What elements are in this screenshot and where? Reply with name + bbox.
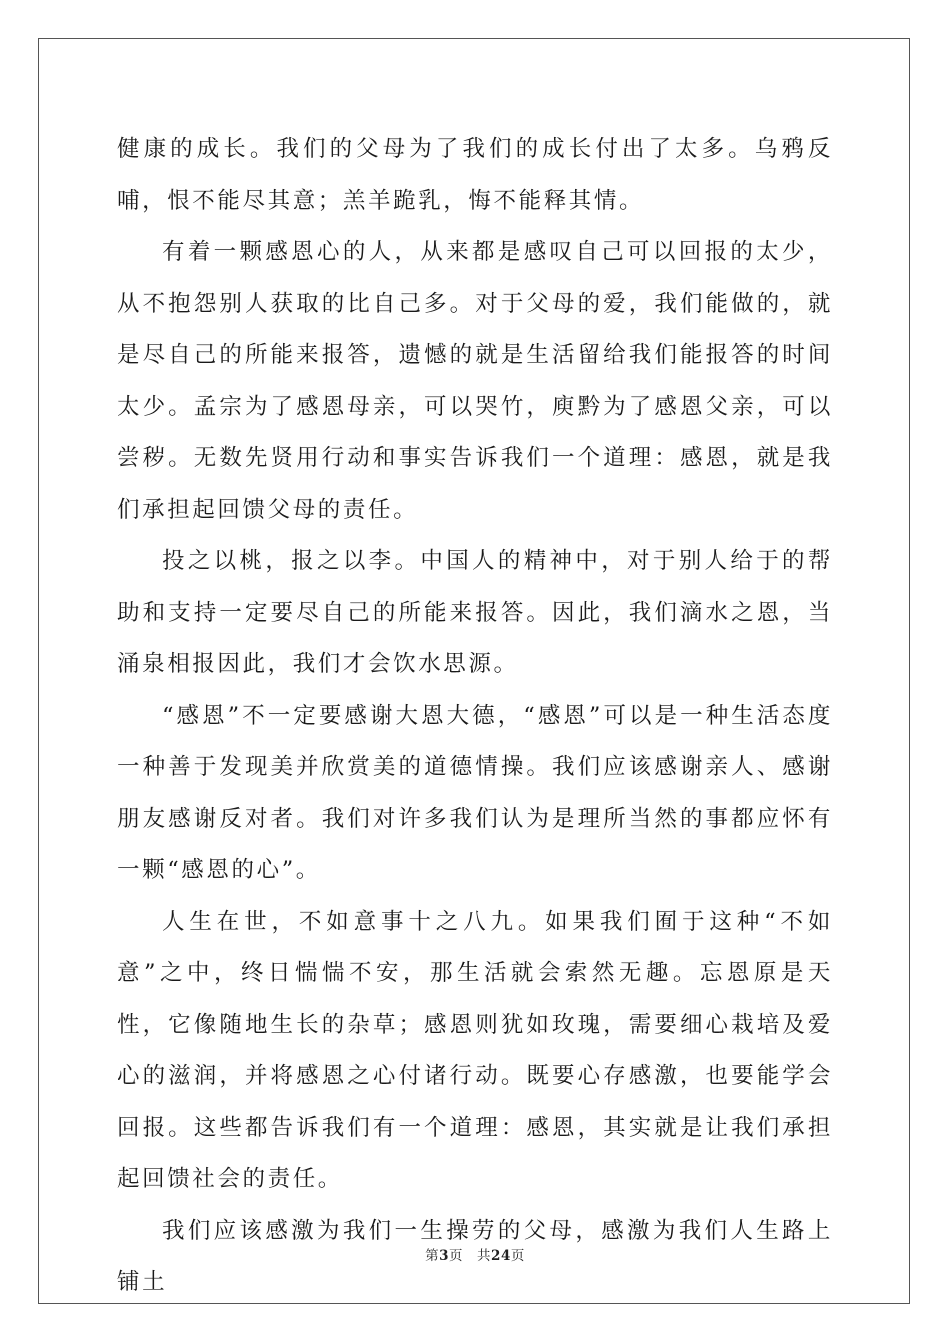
paragraph-5: 人生在世，不如意事十之八九。如果我们囿于这种“不如意”之中，终日惴惴不安，那生活就会索然无趣。忘恩原是天性，它像随地生长的杂草；感恩则犹如玫瑰，需要细心栽培及爱心的滋润，并将感恩之心付诸行动。既要心存感激，也要能学会回报。这些都告诉我们有一个道理：感恩，其实就是让我们承担起回馈社会的责任。	[117, 908, 833, 1192]
page-number-prefix: 第	[425, 1248, 440, 1264]
page-total-prefix: 共	[477, 1248, 492, 1264]
page-total: 24	[491, 1248, 511, 1264]
document-body	[117, 124, 833, 1309]
page-total-suffix: 页	[510, 1248, 525, 1264]
page-number-suffix: 页	[449, 1248, 464, 1264]
page-number-current: 3	[439, 1248, 450, 1264]
paragraph-1: 健康的成长。我们的父母为了我们的成长付出了太多。乌鸦反哺，恨不能尽其意；羔羊跪乳，悔不能释其情。	[117, 136, 833, 214]
page-footer	[0, 1244, 950, 1264]
paragraph-4: “感恩”不一定要感谢大恩大德，“感恩”可以是一种生活态度一种善于发现美并欣赏美的道德情操。我们应该感谢亲人、感谢朋友感谢反对者。我们对许多我们认为是理所当然的事都应怀有一颗“感恩的心”。	[117, 702, 833, 883]
paragraph-2: 有着一颗感恩心的人，从来都是感叹自己可以回报的太少，从不抱怨别人获取的比自己多。对于父母的爱，我们能做的，就是尽自己的所能来报答，遗憾的就是生活留给我们能报答的时间太少。孟宗为了感恩母亲，可以哭竹，庾黔为了感恩父亲，可以尝秽。无数先贤用行动和事实告诉我们一个道理：感恩，就是我们承担起回馈父母的责任。	[117, 239, 833, 523]
paragraph-3: 投之以桃，报之以李。中国人的精神中，对于别人给于的帮助和支持一定要尽自己的所能来报答。因此，我们滴水之恩，当涌泉相报因此，我们才会饮水思源。	[117, 548, 833, 677]
paragraph-6: 我们应该感激为我们一生操劳的父母，感激为我们人生路上铺土	[117, 1217, 833, 1295]
